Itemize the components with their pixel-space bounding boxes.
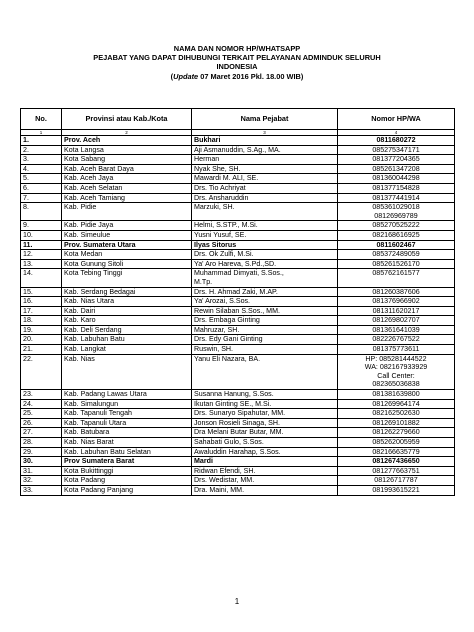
phone-number-line: 081311620217 (372, 306, 420, 315)
table-row (21, 466, 455, 476)
official-name-line: Susanna Hanung, S.Sos. (194, 390, 274, 399)
table-row (21, 457, 455, 467)
title-line-1: NAMA DAN NOMOR HP/WHATSAPP (173, 44, 301, 53)
row-number: 17. (21, 306, 62, 316)
row-phone (338, 457, 455, 467)
title-line-3: INDONESIA (216, 62, 258, 72)
row-number: 21. (21, 345, 62, 355)
row-region: Kab. Pidie Jaya (62, 221, 192, 231)
official-name-line: Yusni Yusuf, SE. (194, 230, 247, 239)
table-row (21, 325, 455, 335)
row-region: Kab. Dairi (62, 306, 192, 316)
col-number-2: 2 (62, 130, 192, 136)
phone-number-line: 085262005959 (372, 438, 420, 446)
row-number: 33. (21, 485, 62, 495)
update-label: Update (173, 71, 199, 81)
row-number: 23. (21, 390, 62, 400)
row-region: Kota Langsa (62, 145, 192, 155)
row-number: 20. (21, 335, 62, 345)
table-body (21, 136, 455, 496)
row-official (192, 316, 338, 326)
table-row (21, 164, 455, 174)
row-region: Kota Padang (62, 476, 192, 486)
phone-number-line: 082226767522 (372, 335, 420, 344)
table-row (21, 345, 455, 355)
table-row (21, 183, 455, 193)
table-row (21, 269, 455, 287)
row-region: Prov Sumatera Barat (62, 457, 192, 467)
row-official (192, 418, 338, 428)
phone-number-line: 08126969789 (374, 211, 418, 220)
row-official (192, 390, 338, 400)
official-name-line: Drs. Ok Zulfi, M.Si. (194, 250, 254, 259)
phone-number-line: 081376966902 (372, 297, 420, 306)
row-region: Kab. Nias Barat (62, 438, 192, 448)
row-region: Kota Tebing Tinggi (62, 269, 192, 287)
row-number: 3. (21, 155, 62, 165)
official-name-line: Drs. H. Ahmad Zaki, M.AP. (194, 287, 278, 296)
row-phone (338, 269, 455, 287)
phone-number-line: 082162502630 (372, 409, 420, 418)
official-name-line: M.Tp. (194, 277, 213, 286)
official-name-line: Ruswin, SH. (194, 345, 234, 354)
table-row (21, 240, 455, 250)
row-official (192, 345, 338, 355)
row-phone (338, 250, 455, 260)
table-row (21, 316, 455, 326)
row-official (192, 485, 338, 495)
row-phone (338, 428, 455, 438)
row-number: 30. (21, 457, 62, 467)
row-number: 14. (21, 269, 62, 287)
page-number: 1 (234, 597, 240, 606)
table-row (21, 221, 455, 231)
row-number: 16. (21, 297, 62, 307)
phone-number-line: 081361641039 (372, 325, 420, 334)
row-phone (338, 174, 455, 184)
phone-number-line: 081360044298 (372, 174, 420, 183)
row-region: Kab. Tapanuli Tengah (62, 409, 192, 419)
row-official (192, 438, 338, 448)
row-region: Kab. Pidie (62, 203, 192, 221)
row-number: 5. (21, 174, 62, 184)
row-official (192, 306, 338, 316)
row-number: 10. (21, 230, 62, 240)
official-name-line: Drs. Edy Gani Ginting (194, 335, 263, 344)
phone-number-line: Call Center: (377, 371, 415, 380)
row-phone (338, 485, 455, 495)
row-phone (338, 466, 455, 476)
official-name-line: Nyak She, SH. (194, 164, 241, 173)
row-region: Kab. Nias Utara (62, 297, 192, 307)
row-number: 26. (21, 418, 62, 428)
official-name-line: Drs. Ansharuddin (194, 193, 249, 202)
row-region: Kab. Karo (62, 316, 192, 326)
row-official (192, 155, 338, 165)
official-name-line: Helmi, S.STP., M.Si. (194, 221, 258, 230)
phone-number-line: 081277663751 (372, 466, 420, 475)
row-phone (338, 316, 455, 326)
official-name-line: Muhammad Dimyati, S.Sos., (194, 269, 284, 278)
official-name-line: Dra Melani Butar Butar, MM. (194, 428, 284, 437)
table-row (21, 354, 455, 389)
row-phone (338, 354, 455, 389)
phone-number-line: 0811680272 (376, 136, 416, 144)
col-number-4: 4 (338, 130, 455, 136)
phone-number-line: 085361029018 (372, 203, 420, 212)
row-phone (338, 325, 455, 335)
update-date: 07 Maret 2016 Pkl. 18.00 WIB) (198, 71, 304, 81)
row-phone (338, 409, 455, 419)
row-official (192, 203, 338, 221)
row-phone (338, 155, 455, 165)
row-region: Kota Sabang (62, 155, 192, 165)
row-number: 28. (21, 438, 62, 448)
table-row (21, 390, 455, 400)
row-number: 27. (21, 428, 62, 438)
row-official: Mardi (192, 457, 338, 467)
row-phone (338, 193, 455, 203)
header-phone: Nomor HP/WA (338, 109, 455, 130)
phone-number-line: 081269964174 (372, 399, 420, 408)
row-number: 9. (21, 221, 62, 231)
col-number-3: 3 (192, 130, 338, 136)
row-phone (338, 447, 455, 457)
row-phone (338, 399, 455, 409)
title-line-2: PEJABAT YANG DAPAT DIHUBUNGI TERKAIT PELAYANAN ADMINDUK SELURUH (93, 53, 381, 63)
official-name-line: Dra. Maini, MM. (194, 485, 245, 494)
row-official (192, 476, 338, 486)
table-row (21, 447, 455, 457)
row-number: 25. (21, 409, 62, 419)
row-number: 1. (21, 136, 62, 146)
official-name-line: Drs. Embaga Ginting (194, 316, 260, 325)
official-name-line: Yanu Eli Nazara, BA. (194, 354, 261, 363)
table-row (21, 259, 455, 269)
row-official (192, 269, 338, 287)
row-phone (338, 240, 455, 250)
row-phone (338, 203, 455, 221)
row-official (192, 354, 338, 389)
row-number: 15. (21, 287, 62, 297)
row-official (192, 259, 338, 269)
row-phone (338, 390, 455, 400)
row-region: Kab. Simalungun (62, 399, 192, 409)
row-official (192, 164, 338, 174)
row-phone (338, 287, 455, 297)
row-phone (338, 164, 455, 174)
phone-number-line: WA: 082167933929 (364, 363, 428, 372)
row-region: Kab. Aceh Tamiang (62, 193, 192, 203)
update-open-paren: ( (170, 71, 174, 81)
row-official: Bukhari (192, 136, 338, 146)
official-name-line: Drs. Sunaryo Sipahutar, MM. (194, 409, 286, 418)
official-name-line: Mawardi M. ALI, SE. (194, 174, 259, 183)
phone-number-line: 081269802707 (372, 316, 420, 325)
row-number: 2. (21, 145, 62, 155)
table-row (21, 250, 455, 260)
row-region: Kab. Langkat (62, 345, 192, 355)
row-phone (338, 259, 455, 269)
row-number: 32. (21, 476, 62, 486)
row-region: Kota Bukittinggi (62, 466, 192, 476)
row-official (192, 250, 338, 260)
official-name-line: Ikutan Ginting SE., M.Si. (194, 399, 272, 408)
table-row (21, 145, 455, 155)
official-name-line: Mahruzar, SH. (194, 325, 240, 334)
row-region: Kab. Simeulue (62, 230, 192, 240)
phone-number-line: 081993615221 (372, 485, 420, 494)
row-official (192, 297, 338, 307)
phone-number-line: 081260387606 (372, 287, 420, 296)
row-number: 24. (21, 399, 62, 409)
row-number: 22. (21, 354, 62, 389)
row-region: Kab. Aceh Barat Daya (62, 164, 192, 174)
row-number: 29. (21, 447, 62, 457)
row-phone (338, 335, 455, 345)
table-row (21, 438, 455, 448)
phone-number-line: 081381639800 (372, 390, 420, 399)
phone-number-line: HP: 085281444522 (365, 354, 427, 363)
row-number: 8. (21, 203, 62, 221)
header-no: No. (21, 109, 62, 130)
phone-number-line: 081262279660 (372, 428, 420, 437)
row-phone (338, 418, 455, 428)
row-phone (338, 297, 455, 307)
table-row (21, 335, 455, 345)
phone-number-line: 0811602467 (376, 240, 416, 249)
official-name-line: Ya' Aro Hareva, S.Pd.,SD. (194, 259, 277, 268)
row-number: 13. (21, 259, 62, 269)
row-number: 31. (21, 466, 62, 476)
row-region: Kota Medan (62, 250, 192, 260)
row-region: Kota Padang Panjang (62, 485, 192, 495)
table-row (21, 203, 455, 221)
table-row (21, 485, 455, 495)
table-row (21, 136, 455, 146)
row-phone (338, 221, 455, 231)
phone-number-line: 081377154828 (372, 183, 420, 192)
table-row (21, 193, 455, 203)
phone-number-line: 085261526170 (372, 259, 420, 268)
table-row (21, 418, 455, 428)
row-number: 7. (21, 193, 62, 203)
official-name-line: Sahabati Gulo, S.Sos. (194, 438, 264, 446)
table-row (21, 306, 455, 316)
row-region: Kab. Nias (62, 354, 192, 389)
official-name-line: Rewin Silaban S.Sos., MM. (194, 306, 280, 315)
row-region: Prov. Aceh (62, 136, 192, 146)
row-official (192, 409, 338, 419)
table-row (21, 476, 455, 486)
table-row (21, 155, 455, 165)
table-row (21, 297, 455, 307)
row-region: Kab. Batubara (62, 428, 192, 438)
official-name-line: Awaluddin Harahap, S.Sos. (194, 447, 281, 456)
row-official (192, 325, 338, 335)
row-region: Kab. Aceh Jaya (62, 174, 192, 184)
row-phone (338, 306, 455, 316)
row-phone (338, 183, 455, 193)
row-official (192, 221, 338, 231)
phone-number-line: 085261347208 (372, 164, 420, 173)
row-official (192, 183, 338, 193)
phone-number-line: 085762161577 (372, 269, 420, 278)
row-official (192, 287, 338, 297)
phone-number-line: 082365036838 (372, 380, 420, 389)
table-row (21, 428, 455, 438)
document-header (0, 44, 474, 81)
phone-number-line: 081267436650 (372, 457, 420, 466)
row-region: Prov. Sumatera Utara (62, 240, 192, 250)
phone-number-line: 081375773611 (372, 345, 420, 354)
row-phone (338, 145, 455, 155)
phone-number-line: 081377441914 (372, 193, 420, 202)
row-official (192, 428, 338, 438)
official-name-line: Herman (194, 155, 220, 164)
row-official (192, 145, 338, 155)
row-region: Kab. Aceh Selatan (62, 183, 192, 193)
row-region: Kab. Padang Lawas Utara (62, 390, 192, 400)
row-region: Kota Gunung Sitoli (62, 259, 192, 269)
official-name-line: Aji Asmanuddin, S.Ag., MA. (194, 145, 281, 154)
table-row (21, 409, 455, 419)
phone-number-line: 081377204365 (372, 155, 420, 164)
row-official (192, 174, 338, 184)
phone-number-line: 082166635779 (372, 447, 420, 456)
row-phone (338, 230, 455, 240)
phone-number-line: 085270525222 (372, 221, 420, 230)
row-number: 11. (21, 240, 62, 250)
row-region: Kab. Labuhan Batu (62, 335, 192, 345)
row-number: 6. (21, 183, 62, 193)
header-region: Provinsi atau Kab./Kota (62, 109, 192, 130)
row-official: Ilyas Sitorus (192, 240, 338, 250)
table-row (21, 230, 455, 240)
official-name-line: Jonson Rosieli Sinaga, SH. (194, 418, 280, 427)
row-number: 19. (21, 325, 62, 335)
official-name-line: Ridwan Efendi, SH. (194, 466, 256, 475)
phone-number-line: 081269101882 (372, 418, 420, 427)
phone-number-line: 085372489059 (372, 250, 420, 259)
row-number: 12. (21, 250, 62, 260)
table-header-row (21, 109, 455, 130)
table-row (21, 287, 455, 297)
phone-number-line: 085275347171 (372, 145, 420, 154)
row-phone (338, 345, 455, 355)
table-row (21, 174, 455, 184)
row-official (192, 335, 338, 345)
row-number: 4. (21, 164, 62, 174)
official-name-line: Marzuki, SH. (194, 203, 235, 212)
row-region: Kab. Serdang Bedagai (62, 287, 192, 297)
official-name-line: Ya' Arozai, S.Sos. (194, 297, 251, 306)
phone-number-line: 082168616925 (372, 230, 420, 239)
row-region: Kab. Tapanuli Utara (62, 418, 192, 428)
row-region: Kab. Deli Serdang (62, 325, 192, 335)
phone-number-line: 08126717787 (374, 476, 418, 485)
contact-table (20, 108, 455, 496)
row-official (192, 447, 338, 457)
row-phone (338, 476, 455, 486)
table-row (21, 399, 455, 409)
col-number-1: 1 (21, 130, 62, 136)
official-name-line: Drs. Tio Achriyat (194, 183, 246, 192)
row-number: 18. (21, 316, 62, 326)
update-line (0, 72, 474, 81)
row-official (192, 193, 338, 203)
row-official (192, 399, 338, 409)
row-official (192, 230, 338, 240)
official-name-line: Drs. Wedistar, MM. (194, 476, 255, 485)
row-phone (338, 438, 455, 448)
row-phone (338, 136, 455, 146)
row-official (192, 466, 338, 476)
header-official: Nama Pejabat (192, 109, 338, 130)
row-region: Kab. Labuhan Batu Selatan (62, 447, 192, 457)
